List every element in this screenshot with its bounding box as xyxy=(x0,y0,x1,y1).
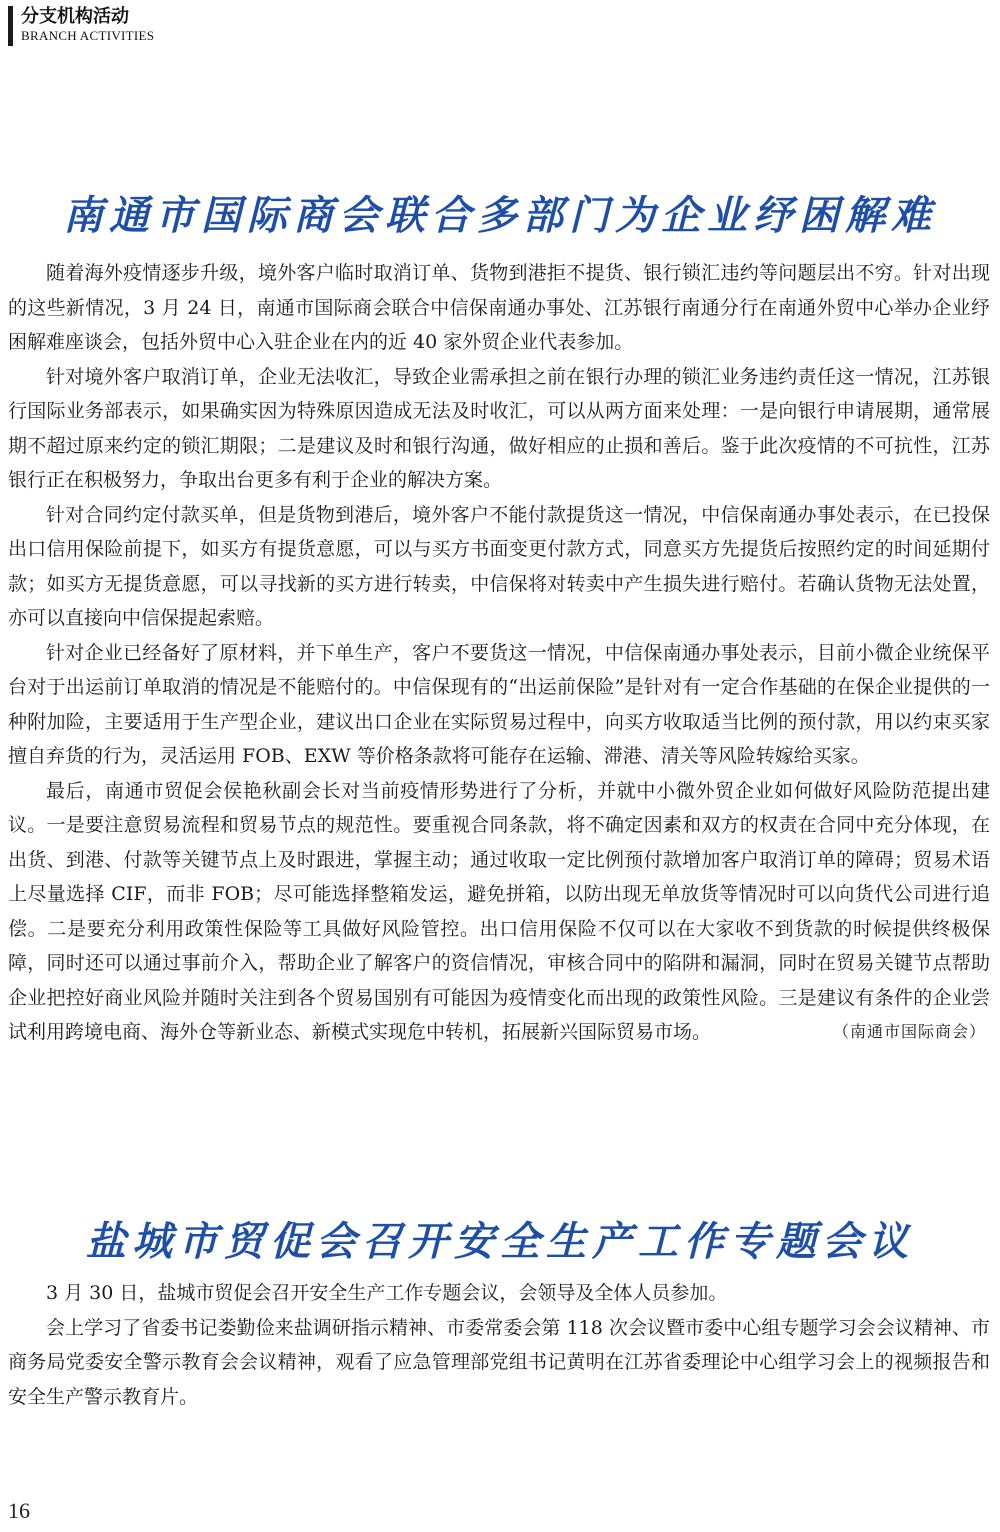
article-1-paragraph: 针对境外客户取消订单，企业无法收汇，导致企业需承担之前在银行办理的锁汇业务违约责任这一情况，江苏银行国际业务部表示，如果确实因为特殊原因造成无法及时收汇，可以从两方面来处理：一是向银行申请展期，通常展期不超过原来约定的锁汇期限；二是建议及时和银行沟通，做好相应的止损和善后。鉴于此次疫情的不可抗性，江苏银行正在积极努力，争取出台更多有利于企业的解决方案。 xyxy=(8,365,990,491)
section-title-cn: 分支机构活动 xyxy=(21,6,129,27)
article-1-headline: 南通市国际商会联合多部门为企业纾困解难 xyxy=(63,193,937,239)
article-1-paragraph: 针对合同约定付款买单，但是货物到港后，境外客户不能付款提货这一情况，中信保南通办事处表示，在已投保出口信用保险前提下，如买方有提货意愿，可以与买方书面变更付款方式，同意买方先提货后按照约定的时间延期付款；如买方无提货意愿，可以寻找新的买方进行转卖，中信保将对转卖中产生损失进行赔付。若确认货物无法处置，亦可以直接向中信保提起索赔。 xyxy=(8,503,990,629)
article-1-source: （南通市国际商会） xyxy=(832,1022,986,1041)
article-1-paragraph: 随着海外疫情逐步升级，境外客户临时取消订单、货物到港拒不提货、银行锁汇违约等问题层出不穷。针对出现的这些新情况，3 月 24 日，南通市国际商会联合中信保南通办事处、江苏银行南通分行在南通外贸中心举办企业纾困解难座谈会，包括外贸中心入驻企业在内的近 40 家外贸企业代表参加。 xyxy=(8,262,990,353)
article-2-paragraph: 3 月 30 日，盐城市贸促会召开安全生产工作专题会议，会领导及全体人员参加。 xyxy=(46,1282,728,1304)
section-header xyxy=(8,6,154,46)
article-1-paragraph: 最后，南通市贸促会侯艳秋副会长对当前疫情形势进行了分析，并就中小微外贸企业如何做好风险防范提出建议。一是要注意贸易流程和贸易节点的规范性。要重视合同条款，将不确定因素和双方的权责在合同中充分体现，在出货、到港、付款等关键节点上及时跟进，掌握主动；通过收取一定比例预付款增加客户取消订单的障碍；贸易术语上尽量选择 CIF，而非 FOB；尽可能选择整箱发运，避免拼箱，以防出现无单放货等情况时可以向货代公司进行追偿。二是要充分利用政策性保险等工具做好风险管控。出口信用保险不仅可以在大家收不到货款的时候提供终极保障，同时还可以通过事前介入，帮助企业了解客户的资信情况，审核合同中的陷阱和漏洞，同时在贸易关键节点帮助企业把控好商业风险并随时关注到各个贸易国别有可能因为疫情变化而出现的政策性风险。三是建议有条件的企业尝试利用跨境电商、海外仓等新业态、新模式实现危中转机，拓展新兴国际贸易市场。 xyxy=(8,779,990,1043)
article-2-body xyxy=(8,1276,990,1414)
article-2-paragraph: 会上学习了省委书记娄勤俭来盐调研指示精神、市委常委会第 118 次会议暨市委中心组专题学习会会议精神、市商务局党委安全警示教育会会议精神，观看了应急管理部党组书记黄明在江苏省委理论中心组学习会上的视频报告和安全生产警示教育片。 xyxy=(8,1316,990,1408)
article-1-paragraph: 针对企业已经备好了原材料，并下单生产，客户不要货这一情况，中信保南通办事处表示，目前小微企业统保平台对于出运前订单取消的情况是不能赔付的。中信保现有的“出运前保险”是针对有一定合作基础的在保企业提供的一种附加险，主要适用于生产型企业，建议出口企业在实际贸易过程中，向买方收取适当比例的预付款，用以约束买家擅自弃货的行为，灵活运用 FOB、EXW 等价格条款将可能存在运输、滞港、清关等风险转嫁给买家。 xyxy=(8,641,990,767)
article-1-body xyxy=(8,256,990,1050)
section-title-en: BRANCH ACTIVITIES xyxy=(21,28,155,43)
page-number: 16 xyxy=(8,1498,30,1523)
article-2-headline: 盐城市贸促会召开安全生产工作专题会议 xyxy=(86,1219,914,1265)
